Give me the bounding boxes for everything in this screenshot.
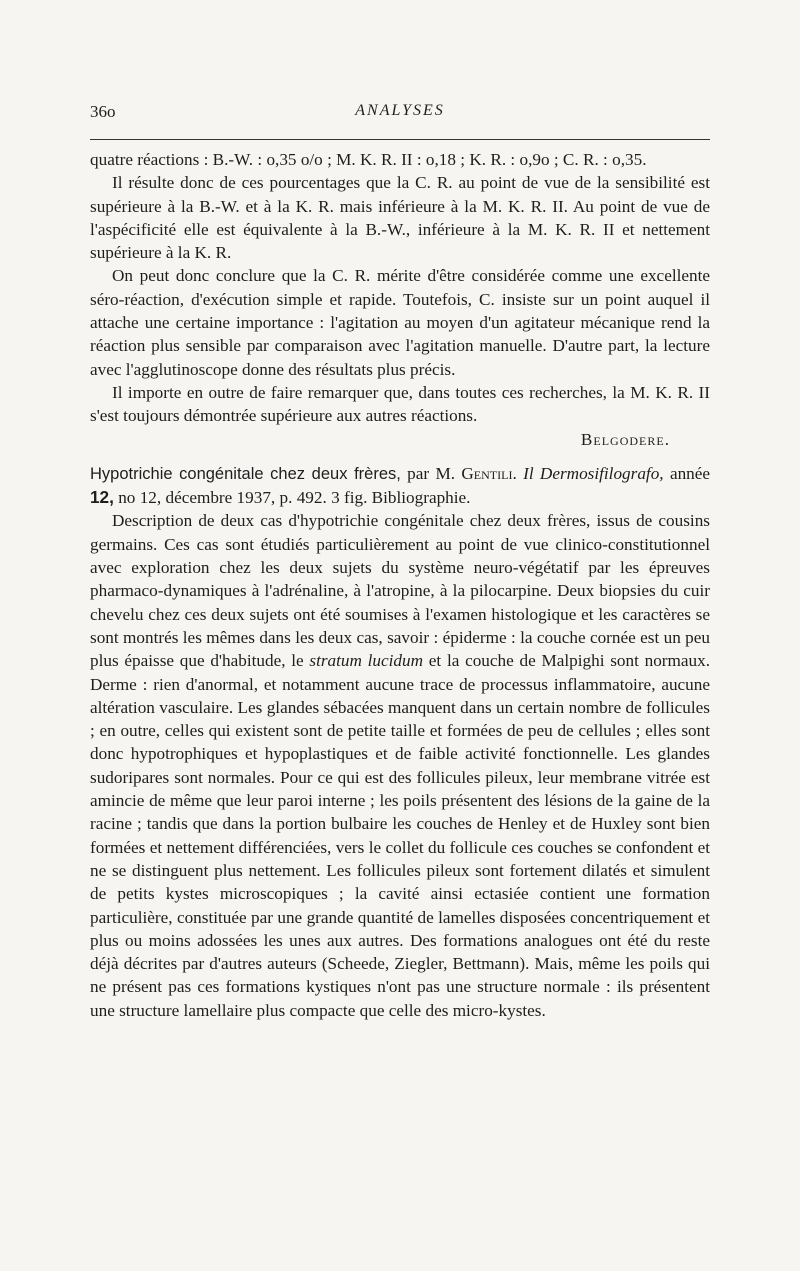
review2-year-prefix: année bbox=[669, 463, 711, 483]
review2-volume: 12, bbox=[90, 487, 114, 508]
running-title: ANALYSES bbox=[355, 102, 445, 119]
review1-paragraph-3: On peut donc conclure que la C. R. mérite d'être considérée comme une excellente séro-réaction, d'exécution simple et rapide. Toutefois, C. insiste sur un point auquel il attache une certaine importance : l'agitation au moyen d'un agitateur mécanique rend la réaction plus sensible par comparaison avec l'agitation manuelle. D'autre part, la lecture avec l'agglutinoscope donne des résultats plus précis. bbox=[90, 266, 710, 379]
review2-text-italic: stratum lucidum bbox=[309, 651, 424, 671]
header-rule bbox=[90, 139, 710, 140]
section-spacer bbox=[90, 451, 710, 462]
review2-journal: Il Dermosifilografo, bbox=[523, 463, 664, 483]
review2-title: Hypotrichie congénitale chez deux frères, bbox=[90, 464, 401, 483]
review1-paragraph-4: Il importe en outre de faire remarquer que, dans toutes ces recherches, la M. K. R. II s'est toujours démontrée supérieure aux autres réactions. bbox=[90, 382, 710, 426]
review2-issue: no 12, décembre 1937, p. 492. 3 fig. Bibliographie. bbox=[118, 488, 471, 508]
review2-by: par M. bbox=[407, 463, 456, 483]
page-header bbox=[90, 102, 710, 128]
page-body bbox=[90, 148, 710, 1022]
review1-signature: Belgodere. bbox=[580, 429, 670, 449]
review2-citation bbox=[90, 462, 710, 510]
review2-author: Gentili. bbox=[461, 463, 517, 483]
review1-paragraph-2: Il résulte donc de ces pourcentages que la C. R. au point de vue de la sensibilité est supérieure à la B.-W. et à la K. R. mais inférieure à la M. K. R. II. Au point de vue de l'aspécificité elle est équivalente à la B.-W., inférieure à la M. K. R. II et nettement supérieure à la K. R. bbox=[90, 173, 710, 263]
review2-text-a: Description de deux cas d'hypotrichie congénitale chez deux frères, issus de cousins germains. Ces cas sont étudiés particulièrement au point de vue clinico-constitutionnel avec exploration chez les deux sujets du système neuro-végétatif par les épreuves pharmaco-dynamiques à l'adrénaline, à l'atropine, à la pilocarpine. Deux biopsies du cuir chevelu chez ces deux sujets ont été soumises à l'examen histologique et les caractères se sont montrés les mêmes dans les deux cas, savoir : épiderme : la couche cornée est un peu plus épaisse que d'habitude, le bbox=[90, 511, 710, 671]
review2-paragraph-1 bbox=[90, 509, 710, 1022]
page-number: 36o bbox=[90, 102, 116, 121]
review2-text-b: et la couche de Malpighi sont normaux. Derme : rien d'anormal, et notamment aucune trace de processus inflammatoire, aucune altération vasculaire. Les glandes sébacées manquent dans un certain nombre de follicules ; en outre, celles qui existent sont de petite taille et formées de peu de cellules ; elles sont donc hypotrophiques et hypoplastiques et de faible activité fonctionnelle. Les glandes sudoripares sont normales. Pour ce qui est des follicules pileux, leur membrane vitrée est amincie de même que leur paroi interne ; les poils présentent des lésions de la gaine de la racine ; tandis que dans la portion bulbaire les couches de Henley et de Huxley sont bien formées et nettement différenciées, vers le collet du follicule ces couches se confondent et ne se distinguent plus nettement. Les follicules pileux sont fortement dilatés et simulent de petits kystes microscopiques ; la cavité ainsi ectasiée contient une formation particulière, constituée par une grande quantité de lamelles disposées concentriquement et plus ou moins adossées les unes aux autres. Des formations analogues ont été du reste déjà décrites par d'autres auteurs (Scheede, Ziegler, Bettmann). Mais, même les poils qui ne présent pas ces formations kystiques n'ont pas une structure normale : ils présentent une structure lamellaire plus compacte que celle des micro-kystes. bbox=[90, 651, 711, 1020]
review1-paragraph-1: quatre réactions : B.-W. : o,35 o/o ; M. K. R. II : o,18 ; K. R. : o,9o ; C. R. : o,35. bbox=[90, 150, 647, 169]
